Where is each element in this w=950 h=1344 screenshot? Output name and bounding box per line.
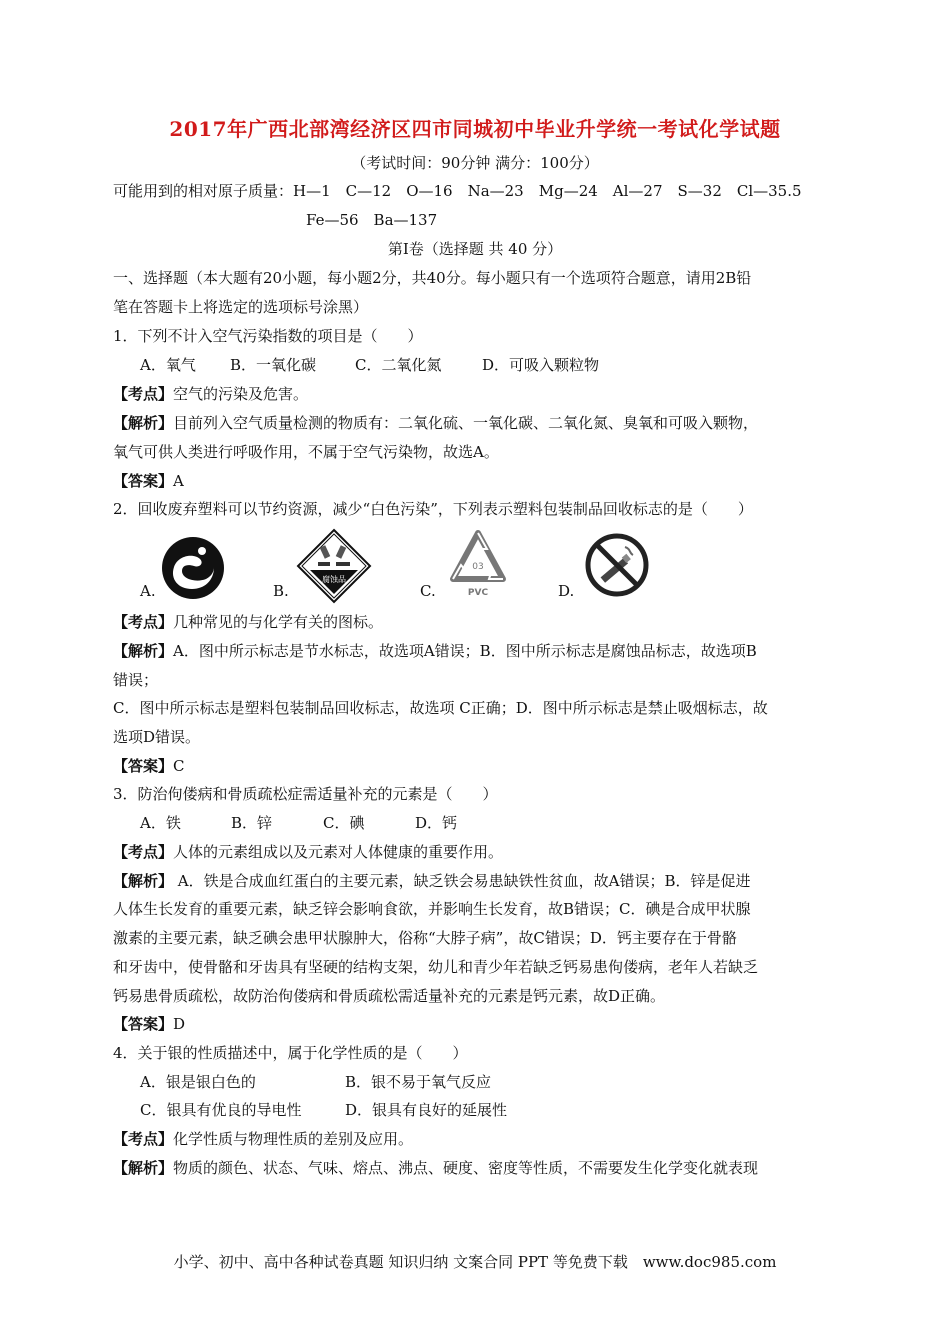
q4-option-b: B．银不易于氧气反应 — [345, 1073, 492, 1091]
q3-answer: 【答案】D — [113, 1015, 186, 1033]
q3-stem: 3．防治佝偻病和骨质疏松症需适量补充的元素是（ ） — [113, 785, 498, 803]
q2-option-c-label: C. — [420, 582, 436, 600]
q2-answer: 【答案】C — [113, 757, 185, 775]
q1-option-d: D．可吸入颗粒物 — [482, 356, 600, 374]
q4-jiexi-1: 【解析】物质的颜色、状态、气味、熔点、沸点、硬度、密度等性质，不需要发生化学变化就表现 — [113, 1159, 759, 1177]
q3-option-b: B．锌 — [231, 814, 273, 832]
q1-kaodian: 【考点】空气的污染及危害。 — [113, 385, 309, 403]
q1-option-c: C．二氧化氮 — [355, 356, 442, 374]
q2-jiexi-1: 【解析】A．图中所示标志是节水标志，故选项A错误；B．图中所示标志是腐蚀品标志，故选项B — [113, 642, 757, 660]
q2-kaodian: 【考点】几种常见的与化学有关的图标。 — [113, 613, 384, 631]
instructions-line-1: 一、选择题（本大题有20小题，每小题2分，共40分。每小题只有一个选项符合题意，请用2B铅 — [113, 269, 752, 287]
corrosive-label: 腐蚀品 — [322, 575, 346, 584]
q4-option-a: A．银是银白色的 — [140, 1073, 256, 1091]
section-heading: 第Ⅰ卷（选择题 共 40 分） — [387, 240, 563, 258]
q2-option-d-label: D. — [558, 582, 575, 600]
q1-answer: 【答案】A — [113, 472, 184, 490]
q1-jiexi-1: 【解析】目前列入空气质量检测的物质有：二氧化硫、一氧化碳、二氧化氮、臭氧和可吸入颗物， — [113, 414, 759, 432]
q4-option-d: D．银具有良好的延展性 — [345, 1101, 508, 1119]
q3-jiexi-1: 【解析】 A．铁是合成血红蛋白的主要元素，缺乏铁会易患缺铁性贫血，故A错误；B．锌是促进 — [113, 872, 751, 890]
q3-jiexi-5: 钙易患骨质疏松，故防治佝偻病和骨质疏松需适量补充的元素是钙元素，故D正确。 — [113, 987, 666, 1005]
q2-jiexi-2: 错误； — [113, 671, 159, 689]
q2-option-a-label: A. — [140, 582, 156, 600]
exam-title: 2017年广西北部湾经济区四市同城初中毕业升学统一考试化学试题 — [169, 117, 781, 141]
q1-option-b: B．一氧化碳 — [230, 356, 317, 374]
q4-option-c: C．银具有优良的导电性 — [140, 1101, 302, 1119]
atomic-masses-line-2: Fe—56 Ba—137 — [306, 211, 438, 229]
recycle-material: PVC — [467, 588, 489, 598]
recycle-icon — [445, 527, 511, 601]
q4-kaodian: 【考点】化学性质与物理性质的差别及应用。 — [113, 1130, 414, 1148]
q2-jiexi-3: C．图中所示标志是塑料包装制品回收标志，故选项 C正确；D．图中所示标志是禁止吸烟标志，故 — [113, 699, 768, 717]
water-saving-icon — [160, 535, 226, 601]
q3-option-d: D．钙 — [415, 814, 458, 832]
q2-option-b-label: B. — [273, 582, 289, 600]
corrosive-icon — [296, 528, 372, 604]
q1-stem: 1．下列不计入空气污染指数的项目是（ ） — [113, 327, 423, 345]
q3-option-c: C．碘 — [323, 814, 365, 832]
no-smoking-icon — [585, 533, 649, 597]
q4-stem: 4．关于银的性质描述中，属于化学性质的是（ ） — [113, 1044, 468, 1062]
q3-jiexi-4: 和牙齿中，使骨骼和牙齿具有坚硬的结构支架，幼儿和青少年若缺乏钙易患佝偻病，老年人若缺乏 — [113, 958, 759, 976]
q2-stem: 2．回收废弃塑料可以节约资源，减少“白色污染”，下列表示塑料包装制品回收标志的是（ ） — [113, 500, 753, 518]
q1-option-a: A．氧气 — [140, 356, 196, 374]
atomic-masses-line-1: 可能用到的相对原子质量：H—1 C—12 O—16 Na—23 Mg—24 Al—27 S—32 Cl—35.5 — [113, 182, 802, 200]
page-footer: 小学、初中、高中各种试卷真题 知识归纳 文案合同 PPT 等免费下载 www.doc985.com — [173, 1253, 777, 1271]
recycle-code: 03 — [472, 562, 484, 572]
q3-jiexi-3: 激素的主要元素，缺乏碘会患甲状腺肿大，俗称“大脖子病”，故C错误；D．钙主要存在于骨骼 — [113, 929, 737, 947]
q2-jiexi-4: 选项D错误。 — [113, 728, 201, 746]
q3-kaodian: 【考点】人体的元素组成以及元素对人体健康的重要作用。 — [113, 843, 504, 861]
instructions-line-2: 笔在答题卡上将选定的选项标号涂黑） — [113, 298, 369, 316]
q3-jiexi-2: 人体生长发育的重要元素，缺乏锌会影响食欲，并影响生长发育，故B错误；C．碘是合成甲状腺 — [113, 900, 751, 918]
q3-option-a: A．铁 — [140, 814, 181, 832]
exam-subtitle: （考试时间：90分钟 满分：100分） — [351, 154, 599, 172]
q1-jiexi-2: 氧气可供人类进行呼吸作用，不属于空气污染物，故选A。 — [113, 443, 499, 461]
